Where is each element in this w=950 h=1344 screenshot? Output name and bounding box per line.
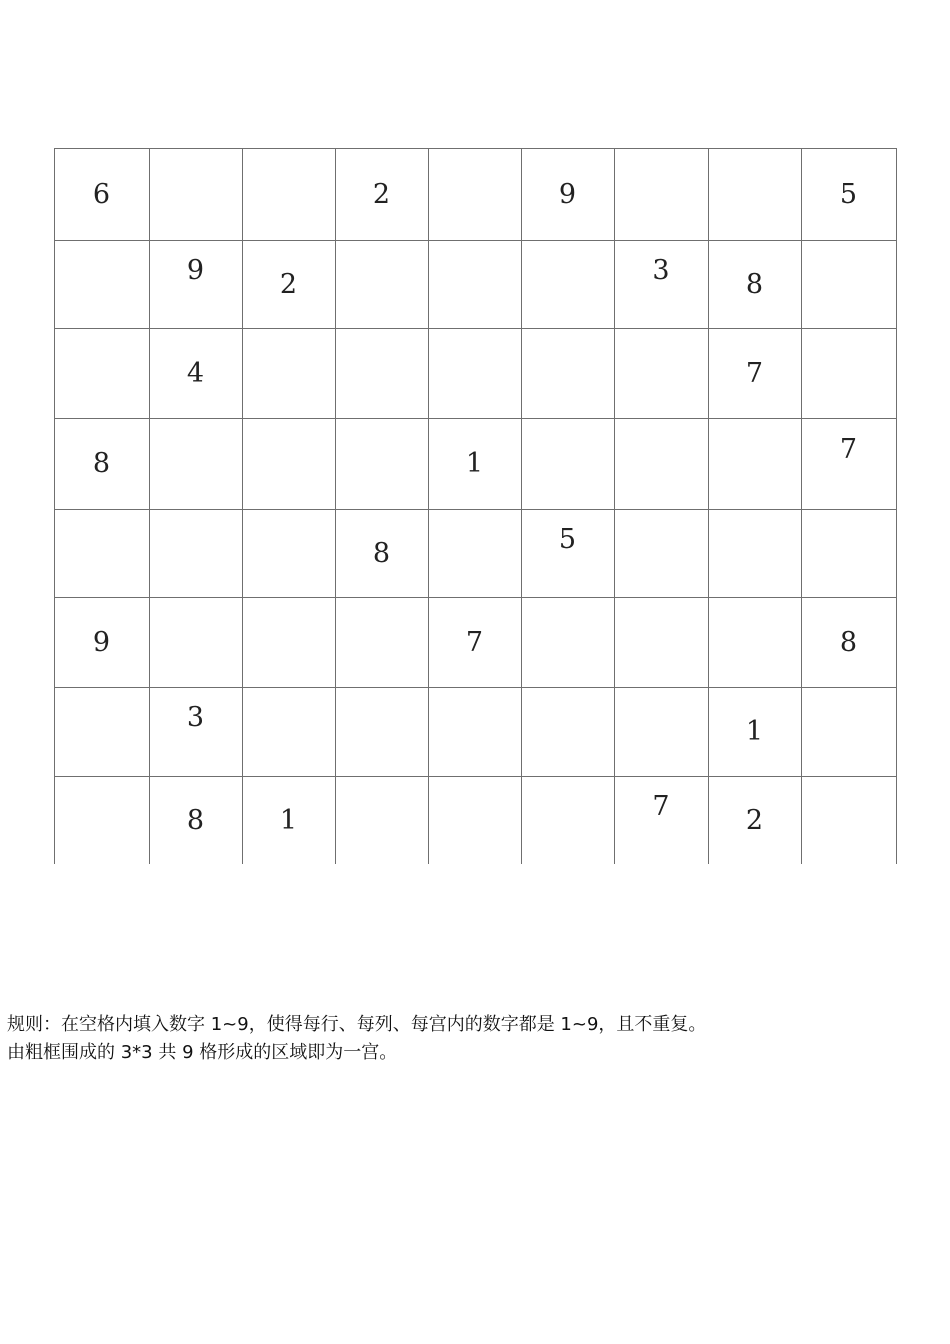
sudoku-cell[interactable] <box>242 776 335 864</box>
cell-digit: 7 <box>652 790 670 822</box>
sudoku-cell[interactable] <box>428 328 521 418</box>
sudoku-cell[interactable] <box>521 597 614 687</box>
sudoku-cell[interactable] <box>708 597 801 687</box>
sudoku-cell[interactable] <box>801 509 896 597</box>
sudoku-cell[interactable] <box>335 328 428 418</box>
sudoku-cell[interactable] <box>149 328 242 418</box>
cell-digit: 5 <box>839 178 858 210</box>
sudoku-cell[interactable] <box>708 418 801 509</box>
cell-digit: 8 <box>839 626 858 658</box>
sudoku-cell[interactable] <box>242 328 335 418</box>
sudoku-cell[interactable] <box>335 509 428 597</box>
sudoku-cell[interactable] <box>335 148 428 240</box>
sudoku-cell[interactable] <box>614 148 708 240</box>
cell-digit: 1 <box>465 448 484 479</box>
sudoku-cell[interactable] <box>149 240 242 328</box>
sudoku-cell[interactable] <box>801 597 896 687</box>
sudoku-cell[interactable] <box>54 148 149 240</box>
sudoku-cell[interactable] <box>54 240 149 328</box>
cell-digit: 7 <box>839 434 858 465</box>
sudoku-cell[interactable] <box>521 328 614 418</box>
sudoku-cell[interactable] <box>54 418 149 509</box>
sudoku-cell[interactable] <box>242 148 335 240</box>
cell-digit: 1 <box>745 716 764 747</box>
sudoku-cell[interactable] <box>242 687 335 776</box>
cell-digit: 7 <box>745 357 764 389</box>
sudoku-cell[interactable] <box>801 148 896 240</box>
sudoku-cell[interactable] <box>242 509 335 597</box>
sudoku-cell[interactable] <box>614 509 708 597</box>
cell-digit: 1 <box>279 804 298 836</box>
cell-digit: 2 <box>372 178 391 210</box>
cell-digit: 4 <box>186 357 205 389</box>
sudoku-cell[interactable] <box>149 148 242 240</box>
sudoku-cell[interactable] <box>428 240 521 328</box>
sudoku-cell[interactable] <box>708 776 801 864</box>
sudoku-cell[interactable] <box>149 509 242 597</box>
sudoku-cell[interactable] <box>614 597 708 687</box>
cell-digit: 3 <box>652 254 670 286</box>
sudoku-cell[interactable] <box>335 597 428 687</box>
sudoku-cell[interactable] <box>428 776 521 864</box>
sudoku-cell[interactable] <box>242 418 335 509</box>
sudoku-cell[interactable] <box>614 328 708 418</box>
sudoku-cell[interactable] <box>428 509 521 597</box>
cell-digit: 9 <box>92 626 111 658</box>
sudoku-cell[interactable] <box>708 509 801 597</box>
grid-vline <box>896 148 897 864</box>
sudoku-cell[interactable] <box>242 240 335 328</box>
sudoku-cell[interactable] <box>614 687 708 776</box>
rules-line-1: 规则：在空格内填入数字 1~9，使得每行、每列、每宫内的数字都是 1~9，且不重复。 <box>7 1014 707 1035</box>
sudoku-cell[interactable] <box>149 687 242 776</box>
sudoku-cell[interactable] <box>521 509 614 597</box>
sudoku-cell[interactable] <box>335 776 428 864</box>
cell-digit: 8 <box>372 537 391 569</box>
sudoku-cell[interactable] <box>614 776 708 864</box>
sudoku-cell[interactable] <box>335 687 428 776</box>
sudoku-cell[interactable] <box>428 687 521 776</box>
cell-digit: 3 <box>186 702 205 733</box>
sudoku-cell[interactable] <box>54 776 149 864</box>
sudoku-cell[interactable] <box>521 687 614 776</box>
cell-digit: 9 <box>186 254 205 286</box>
sudoku-cell[interactable] <box>521 776 614 864</box>
sudoku-cell[interactable] <box>801 776 896 864</box>
sudoku-cell[interactable] <box>614 240 708 328</box>
sudoku-cell[interactable] <box>801 418 896 509</box>
sudoku-cell[interactable] <box>335 240 428 328</box>
sudoku-cell[interactable] <box>708 328 801 418</box>
sudoku-cell[interactable] <box>428 418 521 509</box>
rules-line-2: 由粗框围成的 3*3 共 9 格形成的区域即为一宫。 <box>7 1042 398 1063</box>
sudoku-cell[interactable] <box>149 597 242 687</box>
sudoku-cell[interactable] <box>801 687 896 776</box>
sudoku-cell[interactable] <box>521 418 614 509</box>
sudoku-cell[interactable] <box>335 418 428 509</box>
cell-digit: 2 <box>279 268 298 300</box>
sudoku-cell[interactable] <box>428 597 521 687</box>
sudoku-cell[interactable] <box>149 418 242 509</box>
rules-text <box>7 1011 937 1067</box>
sudoku-cell[interactable] <box>54 328 149 418</box>
sudoku-cell[interactable] <box>614 418 708 509</box>
cell-digit: 8 <box>745 268 764 300</box>
cell-digit: 6 <box>92 178 111 210</box>
cell-digit: 9 <box>558 178 577 210</box>
sudoku-cell[interactable] <box>708 687 801 776</box>
sudoku-cell[interactable] <box>801 240 896 328</box>
sudoku-cell[interactable] <box>54 597 149 687</box>
sudoku-cell[interactable] <box>428 148 521 240</box>
sudoku-cell[interactable] <box>149 776 242 864</box>
sudoku-cell[interactable] <box>521 240 614 328</box>
sudoku-cell[interactable] <box>54 687 149 776</box>
cell-digit: 8 <box>186 804 205 836</box>
sudoku-cell[interactable] <box>708 240 801 328</box>
sudoku-cell[interactable] <box>242 597 335 687</box>
sudoku-cell[interactable] <box>801 328 896 418</box>
cell-digit: 7 <box>465 626 484 658</box>
cell-digit: 2 <box>745 804 764 836</box>
cell-digit: 8 <box>92 448 111 479</box>
cell-digit: 5 <box>558 523 577 555</box>
sudoku-cell[interactable] <box>708 148 801 240</box>
sudoku-cell[interactable] <box>521 148 614 240</box>
sudoku-cell[interactable] <box>54 509 149 597</box>
